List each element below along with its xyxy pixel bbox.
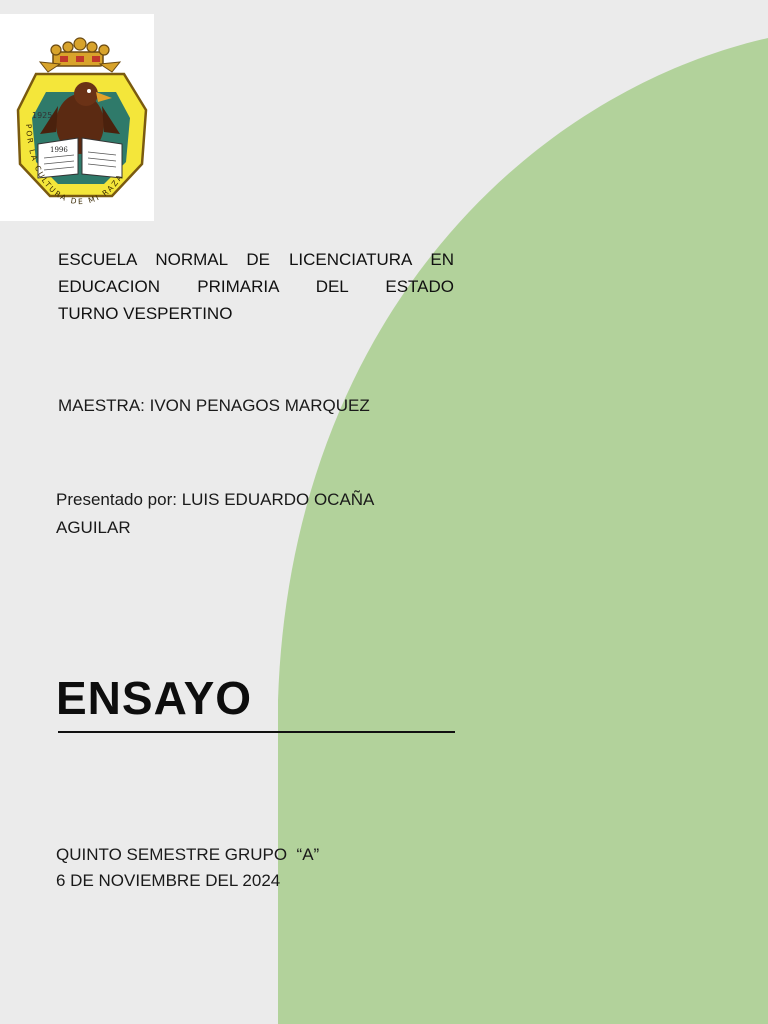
title-underline: [58, 731, 455, 733]
semester-group: QUINTO SEMESTRE GRUPO “A”: [56, 845, 320, 864]
school-name-line-1: ESCUELA NORMAL DE LICENCIATURA EN: [58, 250, 454, 269]
footer-info: [56, 842, 319, 894]
crest-year: 1925: [32, 111, 53, 120]
crest-motto: POR LA CULTURA DE MI RAZA: [23, 123, 126, 207]
school-crest-icon: [0, 14, 154, 221]
school-logo: [0, 14, 154, 221]
teacher-name: MAESTRA: IVON PENAGOS MARQUEZ: [58, 396, 370, 415]
crown-icon: [40, 38, 120, 72]
presented-by: Presentado por: LUIS EDUARDO OCAÑA AGUILAR: [56, 490, 374, 537]
school-name: [58, 246, 454, 327]
school-name-line-2: EDUCACION PRIMARIA DEL ESTADO: [58, 277, 454, 296]
svg-text:1996: 1996: [50, 146, 68, 154]
document-title: ENSAYO: [56, 672, 253, 724]
school-name-line-3: TURNO VESPERTINO: [58, 304, 233, 323]
date: 6 DE NOVIEMBRE DEL 2024: [56, 871, 281, 890]
